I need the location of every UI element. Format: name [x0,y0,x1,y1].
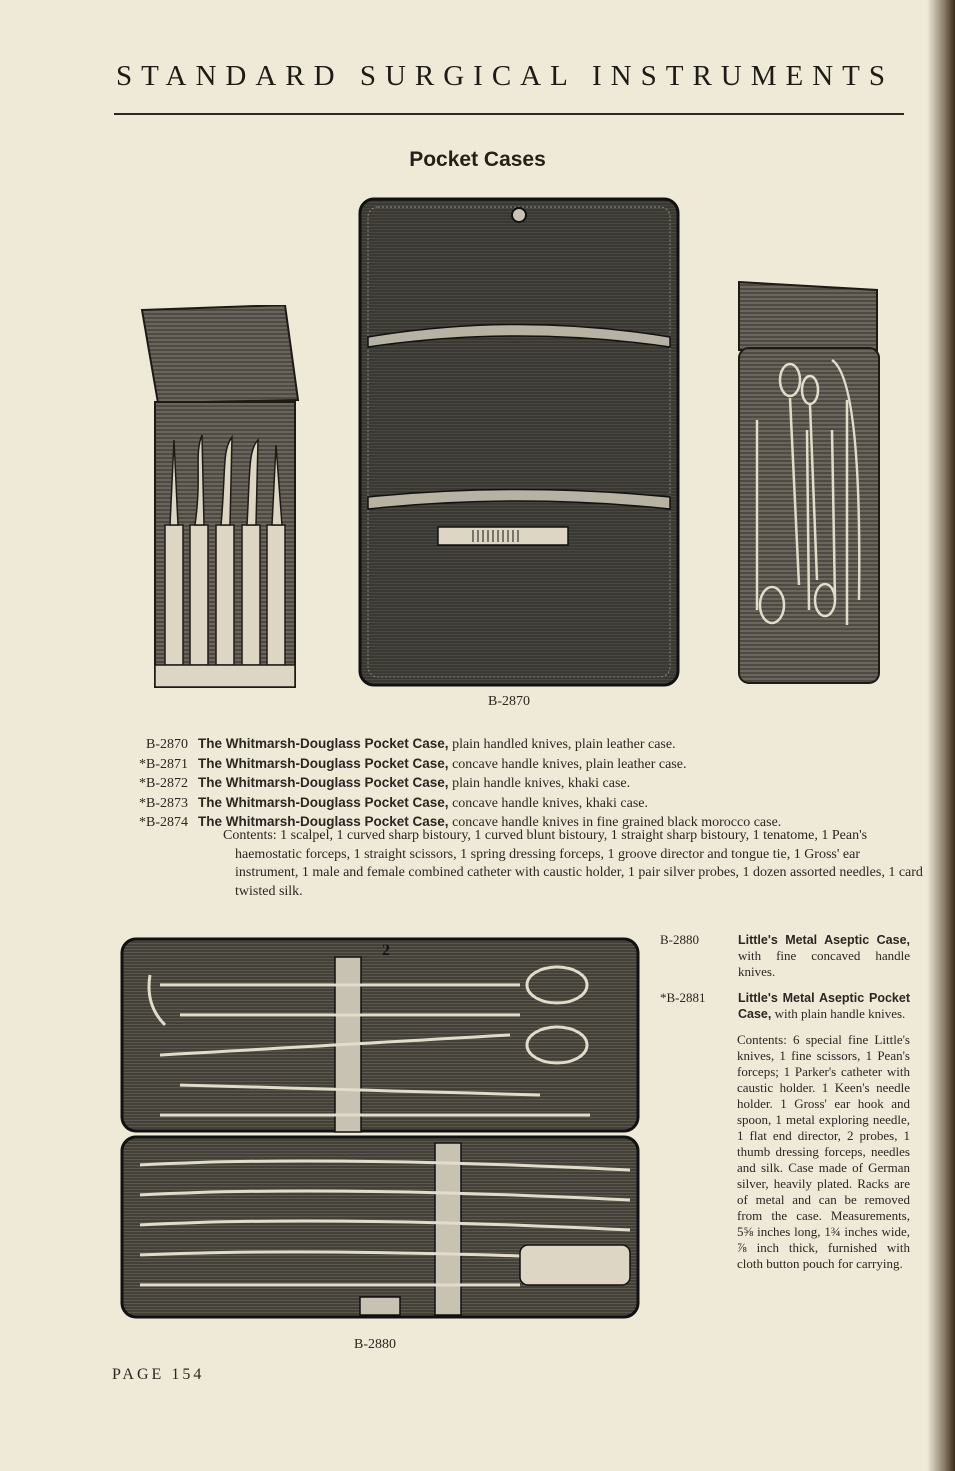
listing-desc: concave handle knives, khaki case. [448,795,648,811]
side-description [660,932,910,1272]
instrument-case-illustration [737,280,882,685]
listing-row [112,774,912,794]
knife-case-illustration [140,305,300,690]
listing-name: The Whitmarsh-Douglass Pocket Case, [198,736,449,751]
listing-desc: concave handle knives in fine grained black morocco case. [448,815,782,830]
side-entry-name: Little's Metal Aseptic Pocket Case, [738,991,910,1021]
contents-paragraph: Contents: 1 scalpel, 1 curved sharp bistoury, 1 curved blunt bistoury, 1 straight sharp bistoury, 1 tenatome, 1 Pean's haemostatic forceps, 1 straight scissors, 1 spring dressing forceps, 1 groove director and tongue tie, 1 Gross' ear instrument, 1 male and female combined catheter with caustic holder, 1 pair silver probes, 1 dozen assorted needles, 1 card twisted silk. [223,828,923,899]
header-rule [114,113,904,115]
side-entry-name: Little's Metal Aseptic Case, [738,933,910,947]
listing-code: *B-2874 [139,815,188,830]
listing-desc: plain handle knives, khaki case. [448,776,631,791]
side-entry-desc: with fine concaved handle knives. [738,948,910,979]
side-entry-code: B-2880 [660,932,699,947]
side-entry-code: *B-2881 [660,990,706,1005]
listing-name: The Whitmarsh-Douglass Pocket Case, [198,814,449,829]
listing-code: B-2870 [146,737,188,752]
listing-name: The Whitmarsh-Douglass Pocket Case, [198,794,449,810]
book-spine-shadow [927,0,955,1471]
listing-name: The Whitmarsh-Douglass Pocket Case, [198,755,449,771]
top-figure-caption: B-2870 [488,694,530,709]
listing-code: *B-2872 [139,776,188,791]
case-lid-mark: 2 [382,942,390,959]
listing-code: *B-2871 [139,756,188,772]
product-listing [112,735,912,833]
listing-row [112,794,912,814]
side-contents: Contents: 6 special fine Little's knives, 1 fine scissors, 1 Pean's forceps; 1 Parker's catheter with caustic holder. 1 Keen's needle holder. 1 Gross' ear hook and spoon, 1 metal exploring needle, 1 flat end director, 2 probes, 1 thumb dressing forceps, needles and silk. Case made of German silver, heavily plated. Racks are of metal and can be removed from the case. Measurements, 5⅝ inches long, 1¾ inches wide, ⅞ inch thick, furnished with cloth button pouch for carrying. [737,1032,910,1271]
page-number: PAGE 154 [112,1366,205,1383]
listing-row [112,735,912,755]
section-title: Pocket Cases [409,148,546,171]
listing-row [112,755,912,775]
metal-aseptic-case-illustration [120,935,642,1330]
running-title: STANDARD SURGICAL INSTRUMENTS [116,60,895,92]
bottom-figure-caption: B-2880 [354,1337,396,1352]
leather-pocket-case-illustration [358,197,680,687]
side-entry-desc: with plain handle knives. [771,1006,906,1021]
listing-desc: plain handled knives, plain leather case. [448,737,676,752]
side-entry [660,932,910,980]
listing-desc: concave handle knives, plain leather case. [448,756,687,772]
listing-code: *B-2873 [139,795,188,811]
listing-name: The Whitmarsh-Douglass Pocket Case, [198,775,449,790]
side-entry [660,990,910,1022]
